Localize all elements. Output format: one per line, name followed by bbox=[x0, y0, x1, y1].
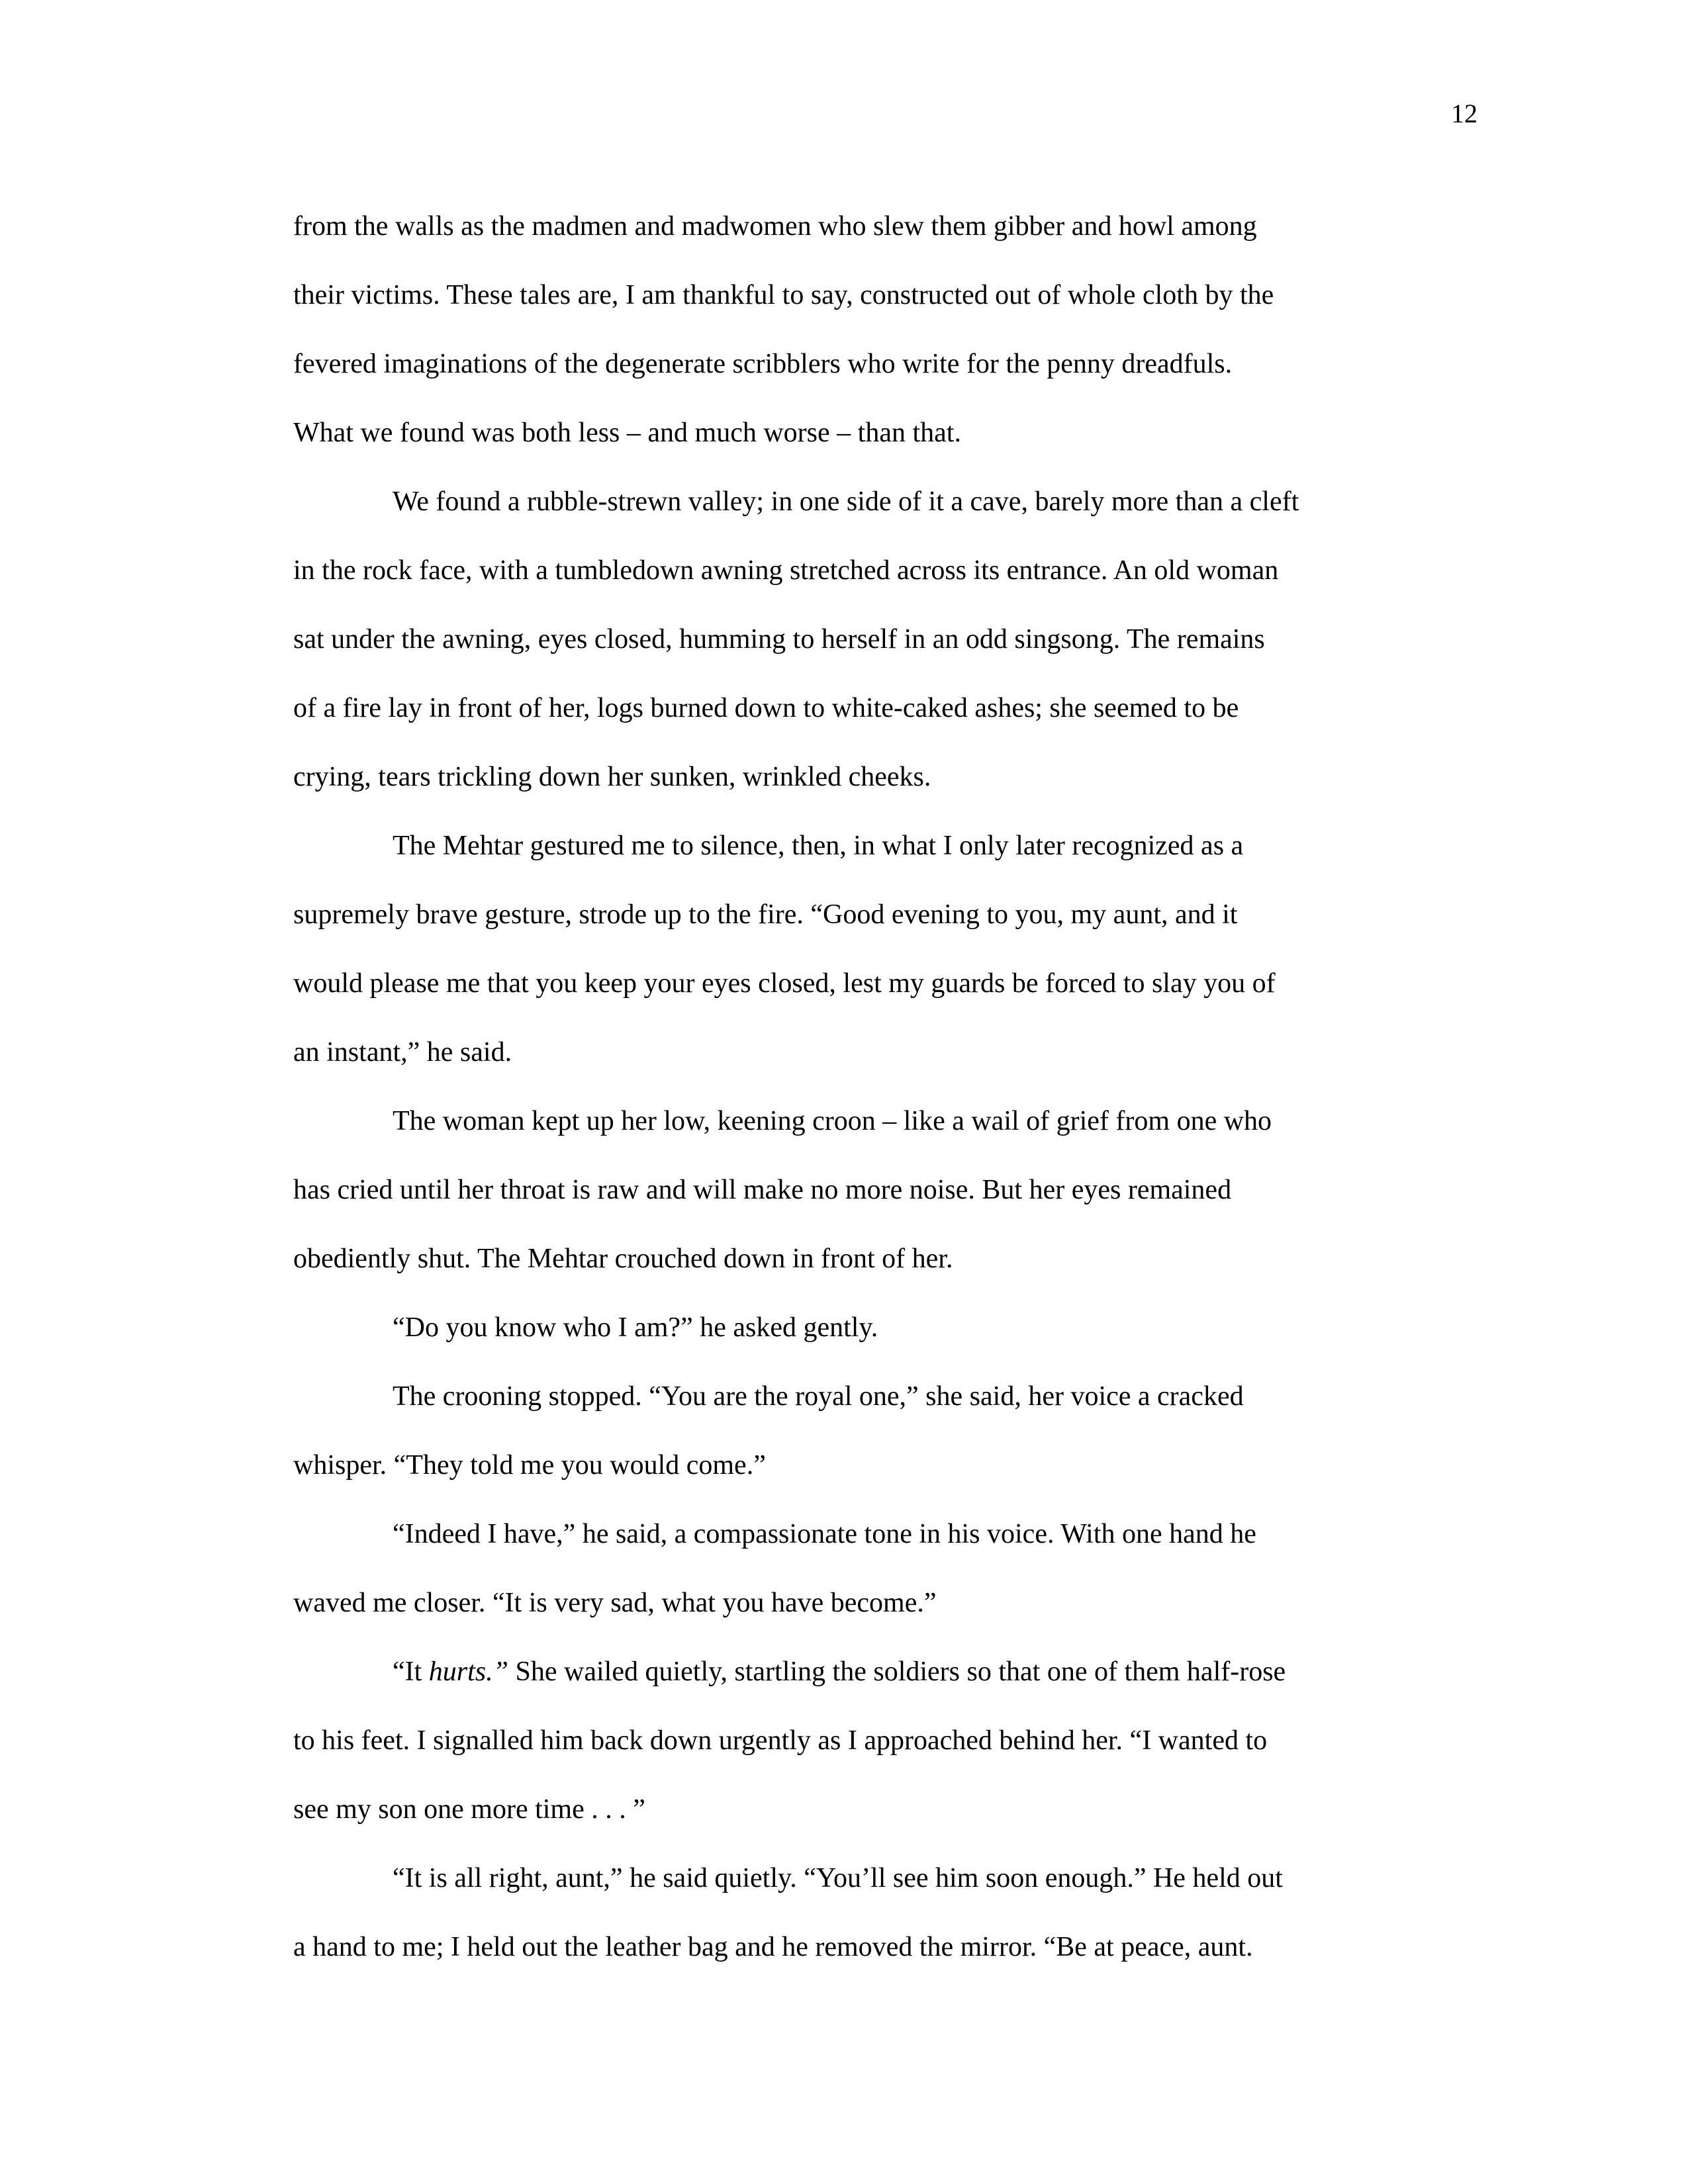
text-line: sat under the awning, eyes closed, humming to herself in an odd singsong. The remains bbox=[293, 624, 1265, 655]
text-line: whisper. “They told me you would come.” bbox=[293, 1450, 766, 1480]
paragraph bbox=[293, 192, 1369, 467]
text-segment: She wailed quietly, startling the soldiers so that one of them half-rose bbox=[508, 1657, 1286, 1687]
text-line: “It is all right, aunt,” he said quietly. “You’ll see him soon enough.” He held out bbox=[393, 1863, 1283, 1893]
manuscript-body bbox=[293, 192, 1369, 1981]
page-number: 12 bbox=[1451, 99, 1477, 128]
italic-text: hurts.” bbox=[428, 1657, 509, 1687]
text-line: an instant,” he said. bbox=[293, 1037, 512, 1068]
text-line: The woman kept up her low, keening croon – like a wail of grief from one who bbox=[393, 1106, 1272, 1136]
text-line: see my son one more time . . . ” bbox=[293, 1794, 645, 1825]
paragraph bbox=[293, 1844, 1369, 1981]
text-line: “Indeed I have,” he said, a compassionate tone in his voice. With one hand he bbox=[393, 1519, 1256, 1549]
text-line bbox=[293, 1637, 1369, 1706]
text-line: fevered imaginations of the degenerate scribblers who write for the penny dreadfuls. bbox=[293, 349, 1233, 379]
text-line: “Do you know who I am?” he asked gently. bbox=[393, 1312, 878, 1343]
text-segment: “It bbox=[393, 1657, 429, 1687]
paragraph bbox=[293, 811, 1369, 1087]
paragraph bbox=[293, 1293, 1369, 1362]
paragraph bbox=[293, 467, 1369, 811]
text-line: to his feet. I signalled him back down urgently as I approached behind her. “I wanted to bbox=[293, 1725, 1268, 1756]
text-line: We found a rubble-strewn valley; in one side of it a cave, barely more than a cleft bbox=[393, 486, 1299, 517]
text-line: a hand to me; I held out the leather bag and he removed the mirror. “Be at peace, aunt. bbox=[293, 1932, 1253, 1962]
text-line: What we found was both less – and much worse – than that. bbox=[293, 418, 961, 448]
text-line: from the walls as the madmen and madwomen who slew them gibber and howl among bbox=[293, 211, 1257, 242]
text-line: waved me closer. “It is very sad, what you have become.” bbox=[293, 1588, 937, 1618]
text-line: The crooning stopped. “You are the royal one,” she said, her voice a cracked bbox=[393, 1381, 1244, 1412]
paragraph bbox=[293, 1362, 1369, 1500]
text-line: The Mehtar gestured me to silence, then, in what I only later recognized as a bbox=[393, 831, 1244, 861]
text-line: in the rock face, with a tumbledown awning stretched across its entrance. An old woman bbox=[293, 555, 1279, 586]
paragraph bbox=[293, 1637, 1369, 1844]
text-line: supremely brave gesture, strode up to the fire. “Good evening to you, my aunt, and it bbox=[293, 899, 1238, 930]
text-line: obediently shut. The Mehtar crouched down in front of her. bbox=[293, 1244, 953, 1274]
text-line: has cried until her throat is raw and will make no more noise. But her eyes remained bbox=[293, 1175, 1232, 1205]
text-line: of a fire lay in front of her, logs burned down to white-caked ashes; she seemed to be bbox=[293, 693, 1239, 723]
paragraph bbox=[293, 1087, 1369, 1293]
text-line: crying, tears trickling down her sunken, wrinkled cheeks. bbox=[293, 762, 931, 792]
text-line: would please me that you keep your eyes closed, lest my guards be forced to slay you of bbox=[293, 968, 1276, 999]
text-line: their victims. These tales are, I am thankful to say, constructed out of whole cloth by the bbox=[293, 280, 1274, 310]
paragraph bbox=[293, 1500, 1369, 1637]
